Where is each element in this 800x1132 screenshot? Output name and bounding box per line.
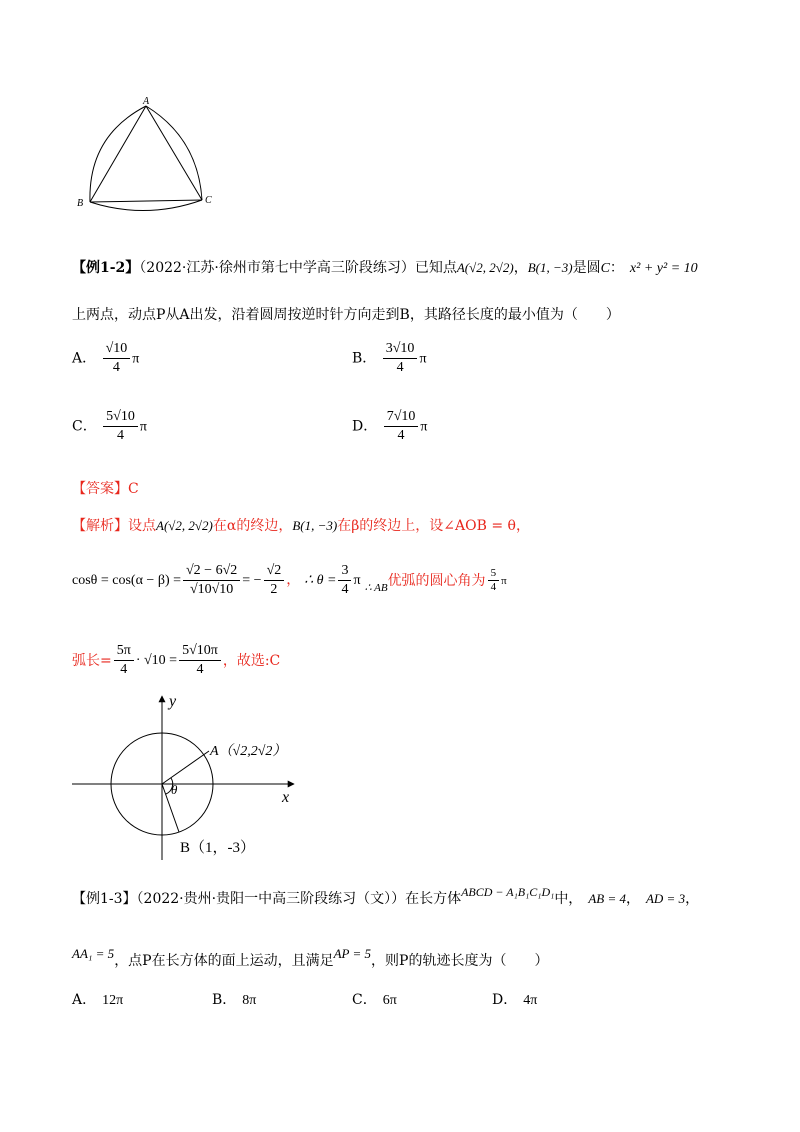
circle-axes-figure bbox=[68, 690, 308, 865]
example-text: 中， bbox=[554, 891, 583, 907]
len-middle: · √10 = bbox=[135, 652, 178, 668]
pi-symbol: π bbox=[139, 419, 147, 435]
radius-oa bbox=[162, 751, 209, 784]
pi-symbol: π bbox=[132, 351, 140, 367]
fraction-numerator: √2 bbox=[264, 562, 285, 581]
example-tag: 【例1-3】 bbox=[72, 891, 137, 907]
option-fraction bbox=[103, 340, 131, 377]
point-a: A(√2, 2√2) bbox=[456, 260, 514, 275]
separator: ， bbox=[286, 572, 301, 588]
fraction-numerator: 5√10π bbox=[179, 642, 221, 661]
point-b: B(1, −3) bbox=[527, 260, 573, 275]
answer-line bbox=[72, 480, 139, 498]
option-value: 12π bbox=[102, 993, 124, 1008]
comma: ， bbox=[625, 891, 640, 907]
example-tag: 【例1-2】 bbox=[72, 260, 140, 276]
fraction-denominator: 4 bbox=[196, 662, 204, 677]
fraction-denominator: 4 bbox=[117, 428, 125, 443]
arc-length-label: 弧长= bbox=[72, 652, 112, 669]
option-letter: B． bbox=[212, 992, 237, 1008]
option-a bbox=[72, 340, 139, 377]
conclusion: ，故选:C bbox=[222, 652, 281, 669]
pi-symbol: π bbox=[420, 419, 428, 435]
example-1-3-option-b bbox=[212, 991, 256, 1010]
len-fraction-1 bbox=[114, 642, 134, 679]
pi-symbol: π bbox=[353, 572, 361, 588]
option-value: 8π bbox=[242, 993, 257, 1008]
root2-fraction bbox=[264, 562, 285, 599]
colon: ： bbox=[609, 260, 624, 276]
arc-fraction bbox=[488, 567, 500, 594]
edge-ad: AD = 3 bbox=[645, 891, 686, 906]
example-1-3-option-a bbox=[72, 991, 123, 1010]
arc-text: 优弧的圆心角为 bbox=[387, 572, 486, 589]
example-text: ，则P的轨迹长度为（ ） bbox=[371, 953, 549, 969]
fraction-numerator: 5π bbox=[114, 642, 134, 661]
fraction-denominator: 4 bbox=[120, 662, 128, 677]
example-1-2-line1 bbox=[72, 259, 698, 278]
point-b: B(1, −3) bbox=[292, 518, 338, 533]
fraction-denominator: 4 bbox=[341, 582, 349, 597]
point-label-a: A（√2,2√2） bbox=[210, 744, 287, 759]
angle-label-theta: θ bbox=[171, 782, 178, 797]
fraction-denominator: 2 bbox=[270, 582, 278, 597]
example-source: （2022·江苏·徐州市第七中学高三阶段练习）已知点 bbox=[139, 260, 457, 276]
answer: 【答案】C bbox=[72, 481, 139, 497]
analysis-arc-length bbox=[72, 642, 280, 679]
option-fraction bbox=[103, 408, 138, 445]
fraction-numerator: 5 bbox=[488, 567, 500, 581]
example-1-3-line1 bbox=[72, 885, 700, 908]
fraction-numerator: 7√10 bbox=[384, 408, 419, 427]
example-1-3-option-d bbox=[492, 991, 537, 1010]
analysis-text: 设点 bbox=[128, 518, 156, 534]
vertex-label-a: A bbox=[143, 96, 150, 107]
question-text: 上两点，动点P从A出发，沿着圆周按逆时针方向走到B，其路径长度的最小值为（ ） bbox=[72, 307, 620, 323]
condition-ap: AP = 5 bbox=[333, 946, 372, 961]
vertex-label-c: C bbox=[205, 195, 212, 206]
fraction-denominator: √10√10 bbox=[189, 582, 234, 597]
option-letter: A． bbox=[72, 992, 97, 1008]
option-value: 4π bbox=[523, 993, 538, 1008]
equals-negative: = − bbox=[242, 572, 262, 588]
fraction-denominator: 4 bbox=[490, 581, 497, 593]
fraction-numerator: 5√10 bbox=[103, 408, 138, 427]
pi-symbol: π bbox=[501, 574, 507, 587]
therefore-theta: ∴ θ = bbox=[304, 572, 337, 588]
len-fraction-2 bbox=[179, 642, 221, 679]
axis-label-y: y bbox=[169, 693, 177, 710]
fraction-numerator: 3 bbox=[338, 562, 351, 581]
fraction-denominator: 4 bbox=[396, 360, 404, 375]
option-letter: A． bbox=[72, 350, 97, 367]
comma: ， bbox=[685, 891, 700, 907]
option-value: 6π bbox=[382, 993, 397, 1008]
side-bc bbox=[90, 200, 202, 202]
option-c bbox=[72, 408, 147, 445]
fraction-numerator: 3√10 bbox=[383, 340, 418, 359]
analysis-cos-equation bbox=[72, 562, 507, 599]
option-letter: D． bbox=[352, 418, 378, 435]
axis-label-x: x bbox=[282, 789, 290, 806]
example-1-2-line2 bbox=[72, 306, 620, 324]
is-circle-text: 是圆 bbox=[572, 260, 601, 276]
option-letter: C． bbox=[352, 992, 377, 1008]
fraction-numerator: √10 bbox=[103, 340, 131, 359]
therefore-arc: ∴ AB bbox=[364, 581, 388, 594]
cos-fraction bbox=[183, 562, 240, 599]
analysis-text: 在α的终边， bbox=[212, 518, 293, 534]
fraction-denominator: 4 bbox=[397, 428, 405, 443]
side-ac bbox=[146, 106, 202, 200]
analysis-label: 【解析】 bbox=[72, 518, 128, 534]
option-d bbox=[352, 408, 427, 445]
example-text: （2022·贵州·贵阳一中高三阶段练习（文））在长方体 bbox=[136, 891, 462, 907]
edge-aa1: AA₁ = 5 bbox=[72, 946, 115, 961]
theta-fraction bbox=[338, 562, 351, 599]
point-a: A(√2, 2√2) bbox=[156, 518, 213, 533]
example-1-3-line2 bbox=[72, 946, 549, 970]
solid-name: ABCD − A₁B₁C₁D₁ bbox=[461, 885, 555, 899]
circle-equation: x² + y² = 10 bbox=[629, 261, 698, 276]
analysis-text: 在β的终边上，设∠AOB = θ， bbox=[337, 518, 530, 534]
reuleaux-triangle-figure bbox=[70, 92, 230, 217]
circle-name: C bbox=[600, 261, 610, 276]
pi-symbol: π bbox=[419, 351, 427, 367]
fraction-denominator: 4 bbox=[112, 360, 120, 375]
option-letter: C． bbox=[72, 418, 97, 435]
example-text: ，点P在长方体的面上运动，且满足 bbox=[114, 953, 334, 969]
option-fraction bbox=[383, 340, 418, 377]
option-letter: D． bbox=[492, 992, 518, 1008]
fraction-numerator: √2 − 6√2 bbox=[183, 562, 240, 581]
example-1-3-option-c bbox=[352, 991, 397, 1010]
cos-lhs: cosθ = cos(α − β) = bbox=[72, 572, 181, 588]
option-letter: B． bbox=[352, 350, 377, 367]
analysis-line1 bbox=[72, 517, 530, 535]
comma: ， bbox=[513, 260, 528, 276]
vertex-label-b: B bbox=[77, 198, 84, 209]
option-fraction bbox=[384, 408, 419, 445]
point-label-b: B（1，-3） bbox=[180, 840, 256, 856]
edge-ab: AB = 4 bbox=[588, 891, 626, 906]
option-b bbox=[352, 340, 427, 377]
